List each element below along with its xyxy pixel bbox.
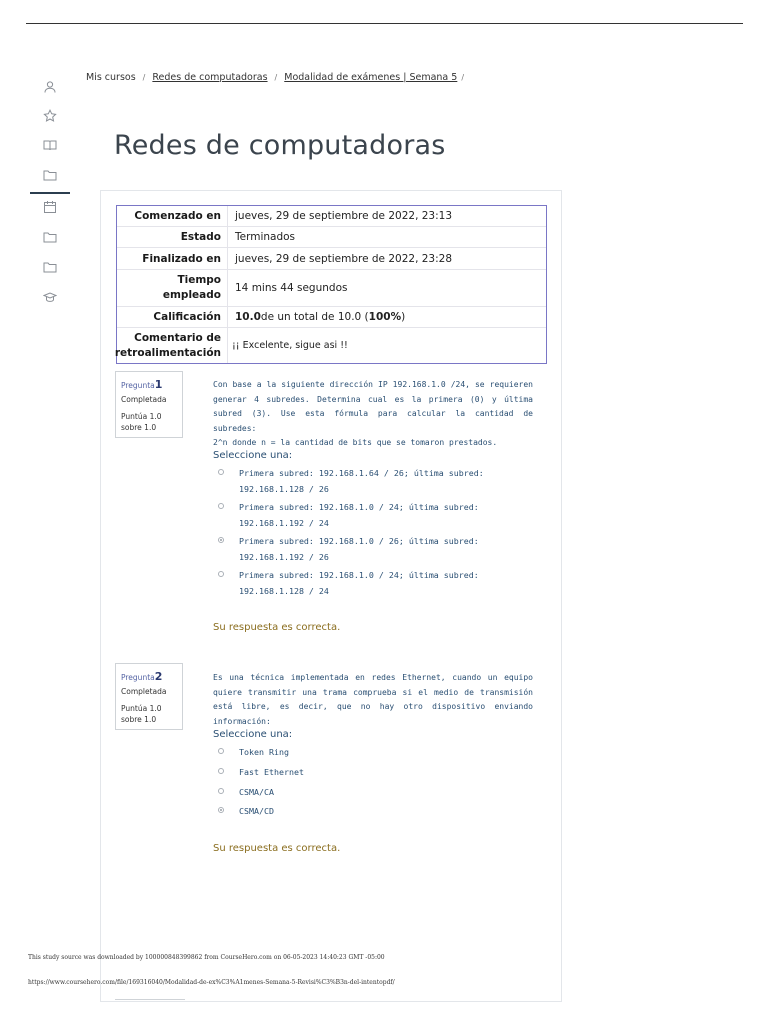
summary-value: Terminados [235,231,296,243]
answer-option-label: Token Ring [239,747,289,757]
radio-button[interactable] [218,788,224,794]
summary-value: jueves, 29 de septiembre de 2022, 23:13 [235,210,452,222]
summary-row [117,227,546,248]
answer-option-label: CSMA/CD [239,806,274,816]
question-number-value: 1 [154,378,163,391]
breadcrumb-separator: / [274,73,278,82]
star-icon[interactable] [43,109,57,123]
summary-row [114,328,546,363]
grade-value: 10.0 [235,311,261,323]
question-text [213,378,533,451]
question-info-1 [115,371,183,438]
answer-option-label: Primera subred: 192.168.1.0 / 26; última subred: 192.168.1.192 / 26 [239,536,479,562]
question-number [121,670,182,683]
next-question-box-edge [115,999,185,1000]
answer-option[interactable] [218,533,536,565]
question-text-line: Con base a la siguiente dirección IP 192.168.1.0 /24, se requieren generar 4 subredes. Determina cual es la primera (0) y última subred (3). Use esta fórmula para calcular la cantidad de subredes: [213,380,533,433]
summary-row [117,270,546,307]
answer-option-label: CSMA/CA [239,787,274,797]
summary-key: Calificación [117,307,228,327]
summary-row [117,248,546,270]
radio-button-checked[interactable] [218,807,224,813]
graduation-cap-icon[interactable] [43,290,57,304]
question-number [121,378,182,391]
question-number-value: 2 [154,670,163,683]
select-one-prompt: Seleccione una: [213,729,293,740]
select-one-prompt: Seleccione una: [213,450,293,461]
answer-option-label: Primera subred: 192.168.1.64 / 26; última subred: 192.168.1.128 / 26 [239,468,484,494]
answer-option[interactable] [218,784,536,800]
question-points: Puntúa 1.0 sobre 1.0 [121,412,162,432]
breadcrumb [86,72,471,83]
folder-icon[interactable] [43,230,57,244]
breadcrumb-separator: / [142,73,146,82]
summary-row [117,307,546,328]
radio-button[interactable] [218,469,224,475]
question-state: Completada [121,395,167,404]
answer-option[interactable] [218,499,536,531]
question-state: Completada [121,687,167,696]
breadcrumb-separator: / [461,73,465,82]
question-label: Pregunta [121,673,155,682]
summary-value [228,307,546,327]
summary-value: jueves, 29 de septiembre de 2022, 23:28 [235,252,452,265]
answer-option-label: Fast Ethernet [239,767,304,777]
source-url[interactable]: https://www.coursehero.com/file/169316040/Modalidad-de-ex%C3%A1menes-Semana-5-Revisi%C3%B3n-del-intentopdf/ [28,979,395,986]
answer-option[interactable] [218,567,536,599]
radio-button-checked[interactable] [218,537,224,543]
answer-feedback: Su respuesta es correcta. [213,843,341,854]
answer-feedback: Su respuesta es correcta. [213,622,341,633]
radio-button[interactable] [218,571,224,577]
breadcrumb-item-quiz[interactable]: Modalidad de exámenes | Semana 5 [284,72,458,83]
summary-key: Comentario de retroalimentación [117,328,228,363]
answer-option[interactable] [218,465,536,497]
book-icon[interactable] [43,138,57,152]
grade-total: de un total de 10.0 ( [260,311,369,323]
question-text: Es una técnica implementada en redes Ethernet, cuando un equipo quiere transmitir una trama comprueba si el medio de transmisión está libre, es decir, que no hay otro dispositivo enviando información: [213,673,533,726]
grade-percent: 100% [368,311,402,323]
grade-close: ) [401,311,406,323]
question-text-line: 2^n donde n = la cantidad de bits que se tomaron prestados. [213,438,498,447]
summary-key: Finalizado en [117,248,228,269]
participants-icon[interactable] [43,80,57,94]
summary-value: 14 mins 44 segundos [235,282,348,294]
radio-button[interactable] [218,748,224,754]
summary-key: Tiempo empleado [117,270,228,306]
breadcrumb-item-mis-cursos[interactable]: Mis cursos [86,72,136,83]
summary-key: Estado [117,227,228,247]
page-title: Redes de computadoras [114,130,446,161]
question-label: Pregunta [121,381,155,390]
folder-icon[interactable] [43,168,57,182]
sidebar-active-indicator [30,192,70,194]
calendar-icon[interactable] [43,200,57,214]
top-divider [26,23,743,24]
radio-button[interactable] [218,503,224,509]
download-notice: This study source was downloaded by 100000848399862 from CourseHero.com on 06-05-2023 14:40:23 GMT -05:00 [28,954,385,961]
summary-value: ¡¡ Excelente, sigue asi !! [232,340,348,351]
question-info-2 [115,663,183,730]
radio-button[interactable] [218,768,224,774]
question-points: Puntúa 1.0 sobre 1.0 [121,704,162,724]
attempt-summary-table [116,205,547,364]
folder-icon[interactable] [43,260,57,274]
answer-option[interactable] [218,803,536,819]
summary-row [117,206,546,227]
breadcrumb-item-course[interactable]: Redes de computadoras [152,72,268,83]
answer-option[interactable] [218,744,536,760]
answer-option[interactable] [218,764,536,780]
answer-option-label: Primera subred: 192.168.1.0 / 24; última subred: 192.168.1.192 / 24 [239,502,479,528]
answer-option-label: Primera subred: 192.168.1.0 / 24; última subred: 192.168.1.128 / 24 [239,570,479,596]
summary-key: Comenzado en [117,206,228,226]
